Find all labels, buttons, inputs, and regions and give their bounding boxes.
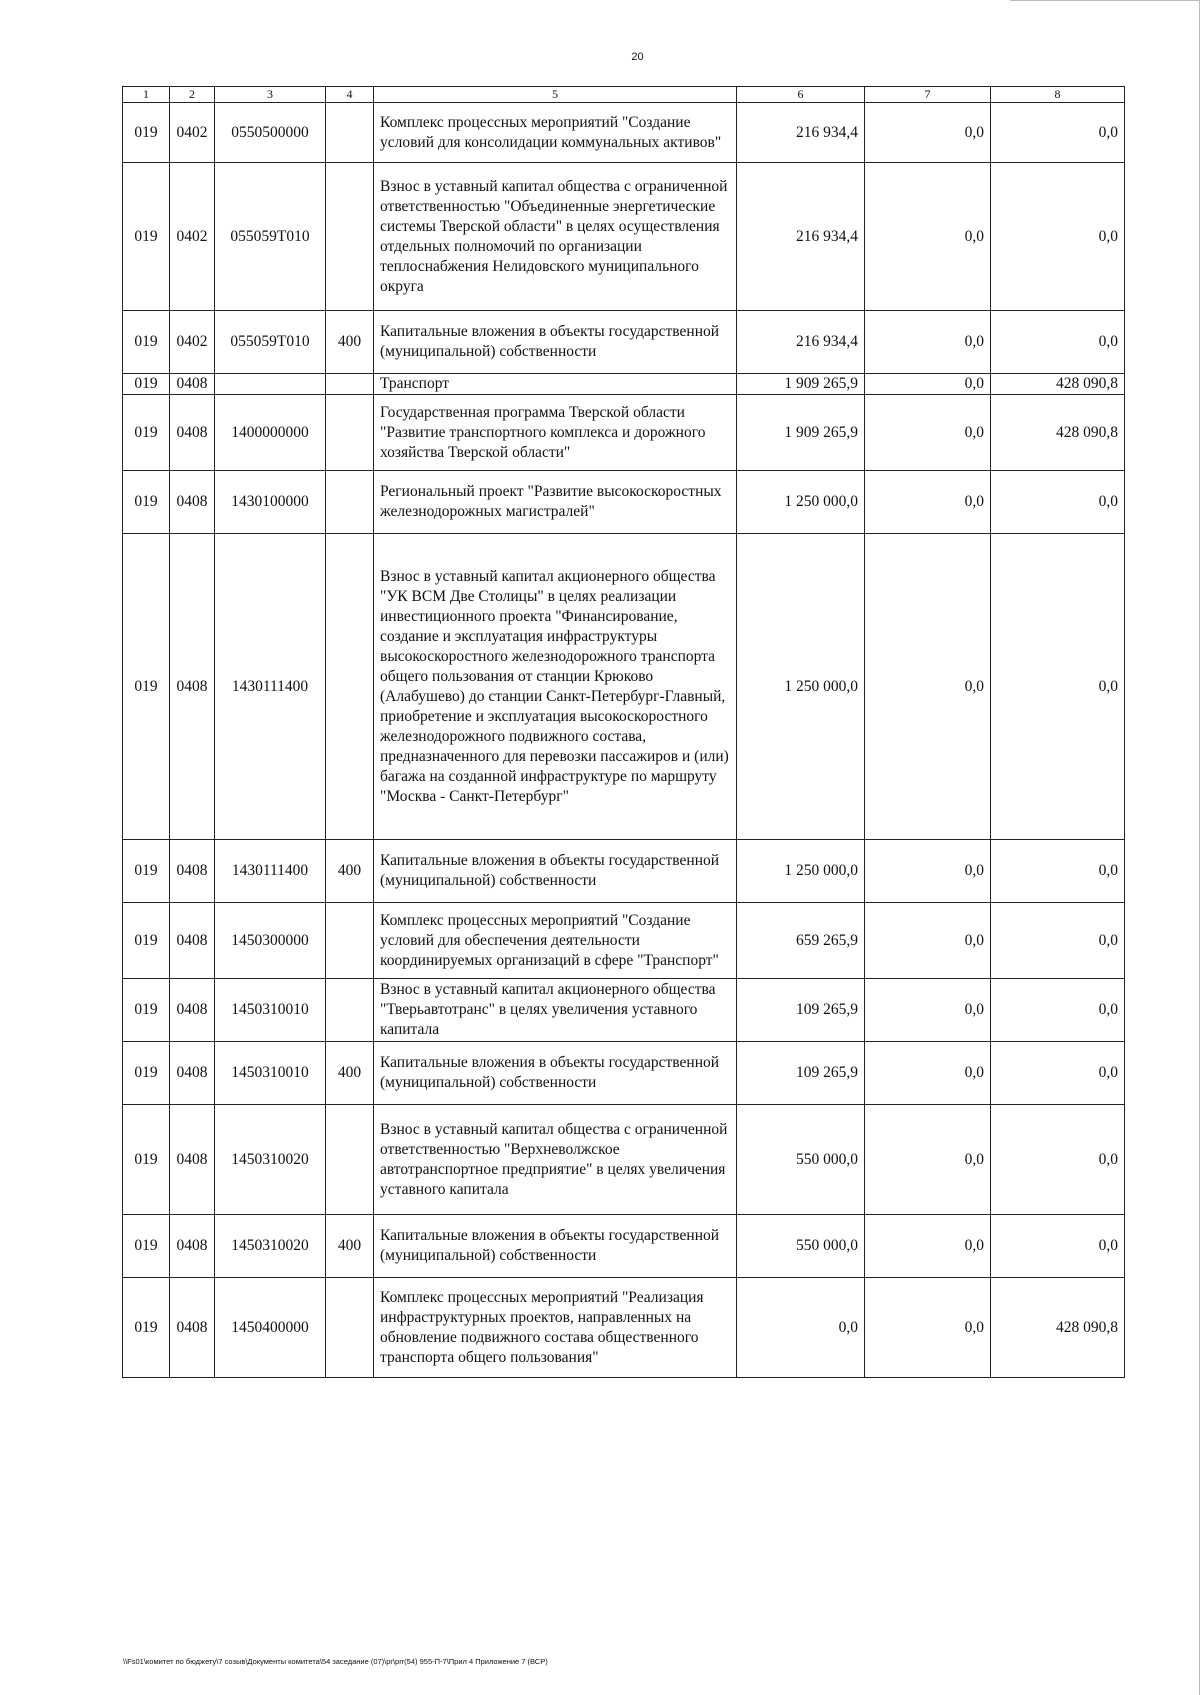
column-header: 1	[123, 87, 170, 103]
cell-admin-code: 019	[123, 534, 170, 840]
cell-target-article	[215, 374, 326, 395]
cell-section-code: 0408	[170, 979, 215, 1042]
cell-description: Капитальные вложения в объекты государственной (муниципальной) собственности	[374, 1042, 737, 1105]
cell-expense-type	[326, 1105, 374, 1215]
cell-section-code: 0408	[170, 1215, 215, 1278]
cell-amount-year-2: 0,0	[865, 840, 991, 903]
cell-section-code: 0408	[170, 1105, 215, 1215]
column-header: 8	[991, 87, 1125, 103]
cell-amount-year-3: 0,0	[991, 1105, 1125, 1215]
cell-description: Капитальные вложения в объекты государственной (муниципальной) собственности	[374, 840, 737, 903]
cell-expense-type	[326, 534, 374, 840]
cell-section-code: 0408	[170, 840, 215, 903]
cell-amount-year-3: 428 090,8	[991, 395, 1125, 471]
cell-description: Комплекс процессных мероприятий "Создание условий для консолидации коммунальных активов"	[374, 103, 737, 163]
cell-description: Взнос в уставный капитал общества с ограниченной ответственностью "Объединенные энергетические системы Тверской области" в целях осуществления отдельных полномочий по организации теплоснабжения Нелидовского муниципального округа	[374, 163, 737, 311]
table-row	[123, 471, 1125, 534]
cell-amount-year-2: 0,0	[865, 1215, 991, 1278]
cell-expense-type	[326, 374, 374, 395]
page-number: 20	[631, 51, 644, 63]
cell-admin-code: 019	[123, 1105, 170, 1215]
cell-target-article: 1400000000	[215, 395, 326, 471]
cell-amount-year-3: 0,0	[991, 840, 1125, 903]
cell-expense-type: 400	[326, 311, 374, 374]
cell-section-code: 0402	[170, 103, 215, 163]
cell-expense-type	[326, 395, 374, 471]
cell-section-code: 0408	[170, 534, 215, 840]
cell-amount-year-1: 1 909 265,9	[737, 395, 865, 471]
cell-target-article: 055059Т010	[215, 163, 326, 311]
cell-section-code: 0408	[170, 1042, 215, 1105]
cell-amount-year-1: 109 265,9	[737, 979, 865, 1042]
cell-section-code: 0402	[170, 311, 215, 374]
cell-amount-year-2: 0,0	[865, 1042, 991, 1105]
cell-amount-year-3: 428 090,8	[991, 1278, 1125, 1378]
cell-description: Взнос в уставный капитал акционерного общества "Тверьавтотранс" в целях увеличения уставного капитала	[374, 979, 737, 1042]
cell-admin-code: 019	[123, 163, 170, 311]
header-row	[123, 87, 1125, 103]
cell-amount-year-2: 0,0	[865, 103, 991, 163]
cell-amount-year-2: 0,0	[865, 979, 991, 1042]
cell-section-code: 0408	[170, 374, 215, 395]
cell-amount-year-1: 1 250 000,0	[737, 840, 865, 903]
cell-amount-year-2: 0,0	[865, 311, 991, 374]
cell-admin-code: 019	[123, 374, 170, 395]
cell-amount-year-2: 0,0	[865, 163, 991, 311]
cell-target-article: 1450310020	[215, 1215, 326, 1278]
cell-description: Взнос в уставный капитал общества с ограниченной ответственностью "Верхневолжское автотранспортное предприятие" в целях увеличения уставного капитала	[374, 1105, 737, 1215]
cell-admin-code: 019	[123, 979, 170, 1042]
cell-amount-year-3: 0,0	[991, 471, 1125, 534]
cell-amount-year-1: 1 909 265,9	[737, 374, 865, 395]
cell-target-article: 1430100000	[215, 471, 326, 534]
cell-admin-code: 019	[123, 840, 170, 903]
cell-expense-type	[326, 163, 374, 311]
cell-admin-code: 019	[123, 395, 170, 471]
cell-expense-type	[326, 979, 374, 1042]
column-header: 2	[170, 87, 215, 103]
cell-amount-year-2: 0,0	[865, 395, 991, 471]
cell-target-article: 055059Т010	[215, 311, 326, 374]
cell-amount-year-1: 1 250 000,0	[737, 471, 865, 534]
table-row	[123, 1105, 1125, 1215]
cell-amount-year-1: 216 934,4	[737, 103, 865, 163]
cell-section-code: 0408	[170, 903, 215, 979]
cell-amount-year-1: 0,0	[737, 1278, 865, 1378]
cell-amount-year-3: 428 090,8	[991, 374, 1125, 395]
column-header: 7	[865, 87, 991, 103]
column-header: 6	[737, 87, 865, 103]
table-row	[123, 395, 1125, 471]
cell-description: Взнос в уставный капитал акционерного общества "УК ВСМ Две Столицы" в целях реализации инвестиционного проекта "Финансирование, создание и эксплуатация инфраструктуры высокоскоростного железнодорожного транспорта общего пользования от станции Крюково (Алабушево) до станции Санкт-Петербург-Главный, приобретение и эксплуатация высокоскоростного железнодорожного подвижного состава, предназначенного для перевозки пассажиров и (или) багажа на созданной инфраструктуре по маршруту "Москва - Санкт-Петербург"	[374, 534, 737, 840]
cell-section-code: 0408	[170, 471, 215, 534]
column-header: 4	[326, 87, 374, 103]
cell-amount-year-1: 659 265,9	[737, 903, 865, 979]
cell-admin-code: 019	[123, 903, 170, 979]
cell-target-article: 1430111400	[215, 534, 326, 840]
table-row	[123, 840, 1125, 903]
cell-amount-year-2: 0,0	[865, 1105, 991, 1215]
cell-amount-year-3: 0,0	[991, 534, 1125, 840]
cell-description: Комплекс процессных мероприятий "Реализация инфраструктурных проектов, направленных на обновление подвижного состава общественного транспорта общего пользования"	[374, 1278, 737, 1378]
cell-target-article: 1450400000	[215, 1278, 326, 1378]
table-row	[123, 1215, 1125, 1278]
table-row	[123, 534, 1125, 840]
cell-expense-type: 400	[326, 1215, 374, 1278]
table-row	[123, 1042, 1125, 1105]
cell-target-article: 1450310010	[215, 1042, 326, 1105]
cell-admin-code: 019	[123, 311, 170, 374]
cell-description: Комплекс процессных мероприятий "Создание условий для обеспечения деятельности координируемых организаций в сфере "Транспорт"	[374, 903, 737, 979]
table-row	[123, 103, 1125, 163]
cell-amount-year-1: 550 000,0	[737, 1215, 865, 1278]
cell-expense-type	[326, 471, 374, 534]
cell-amount-year-2: 0,0	[865, 374, 991, 395]
cell-target-article: 0550500000	[215, 103, 326, 163]
scan-edge-mark	[1010, 0, 1200, 1]
cell-amount-year-3: 0,0	[991, 103, 1125, 163]
cell-target-article: 1450300000	[215, 903, 326, 979]
cell-admin-code: 019	[123, 1278, 170, 1378]
cell-amount-year-2: 0,0	[865, 1278, 991, 1378]
cell-amount-year-3: 0,0	[991, 1042, 1125, 1105]
table-row	[123, 311, 1125, 374]
cell-admin-code: 019	[123, 1042, 170, 1105]
cell-section-code: 0402	[170, 163, 215, 311]
cell-admin-code: 019	[123, 1215, 170, 1278]
cell-expense-type	[326, 1278, 374, 1378]
cell-target-article: 1450310010	[215, 979, 326, 1042]
cell-amount-year-2: 0,0	[865, 471, 991, 534]
cell-amount-year-1: 1 250 000,0	[737, 534, 865, 840]
cell-section-code: 0408	[170, 1278, 215, 1378]
table-row	[123, 374, 1125, 395]
cell-expense-type	[326, 903, 374, 979]
cell-description: Капитальные вложения в объекты государственной (муниципальной) собственности	[374, 1215, 737, 1278]
table-row	[123, 1278, 1125, 1378]
cell-amount-year-3: 0,0	[991, 1215, 1125, 1278]
cell-admin-code: 019	[123, 471, 170, 534]
cell-amount-year-3: 0,0	[991, 979, 1125, 1042]
cell-amount-year-2: 0,0	[865, 534, 991, 840]
budget-table	[122, 86, 1125, 1378]
cell-section-code: 0408	[170, 395, 215, 471]
column-header: 3	[215, 87, 326, 103]
cell-amount-year-3: 0,0	[991, 903, 1125, 979]
cell-description: Капитальные вложения в объекты государственной (муниципальной) собственности	[374, 311, 737, 374]
table-row	[123, 163, 1125, 311]
cell-description: Государственная программа Тверской области "Развитие транспортного комплекса и дорожного хозяйства Тверской области"	[374, 395, 737, 471]
cell-description: Транспорт	[374, 374, 737, 395]
cell-expense-type: 400	[326, 840, 374, 903]
cell-expense-type	[326, 103, 374, 163]
cell-amount-year-3: 0,0	[991, 163, 1125, 311]
cell-admin-code: 019	[123, 103, 170, 163]
cell-target-article: 1450310020	[215, 1105, 326, 1215]
cell-description: Региональный проект "Развитие высокоскоростных железнодорожных магистралей"	[374, 471, 737, 534]
cell-amount-year-1: 550 000,0	[737, 1105, 865, 1215]
footer-file-path: \\Fs01\комитет по бюджету\7 созыв\Документы комитета\54 заседание (07)\pr\prr(54) 955-П-7\Прил 4 Приложение 7 (ВСР)	[123, 1657, 548, 1666]
cell-target-article: 1430111400	[215, 840, 326, 903]
cell-amount-year-1: 216 934,4	[737, 311, 865, 374]
cell-amount-year-3: 0,0	[991, 311, 1125, 374]
cell-expense-type: 400	[326, 1042, 374, 1105]
column-header: 5	[374, 87, 737, 103]
cell-amount-year-2: 0,0	[865, 903, 991, 979]
cell-amount-year-1: 216 934,4	[737, 163, 865, 311]
table-row	[123, 903, 1125, 979]
cell-amount-year-1: 109 265,9	[737, 1042, 865, 1105]
table-row	[123, 979, 1125, 1042]
